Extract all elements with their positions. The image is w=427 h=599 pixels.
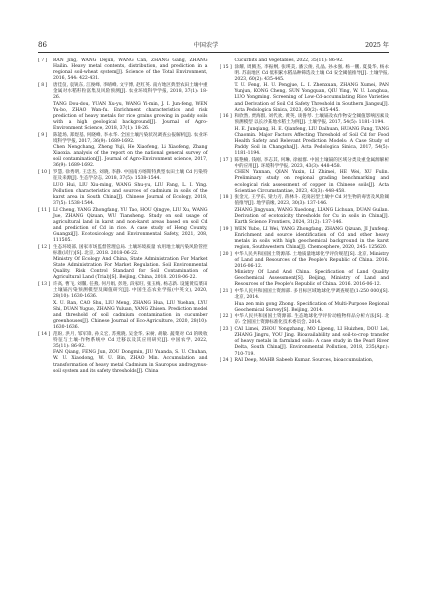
reference-text: T. U. Feng, H. U. Pengjue, L. I. Zhenxuan, ZHANG Xumei, PAN Yunjun, KONG Cheng, SUN Yongquan, QIU Ying, W. U. Longhua, LUO Yongming. Screening of Low-Cd-accumulating Rice Varieties and Derivation of Soil Cd Safety Threshold in Southern Jiangsu[J]. Acta Pedologica Sinica, 2023, 60(2): 435-445. — [234, 83, 389, 113]
left-column — [38, 58, 208, 575]
reference-text: 张金元, 王学东, 梁力刃, 蒋林斗. 花岗岩型土壤中 Cd 对生物的毒害及风险阈值推导[J]. 地学前缘, 2023, 30(3): 137-146. — [234, 195, 389, 207]
reference-number: [ 13 ] — [38, 282, 51, 288]
reference-number: [ 16 ] — [219, 114, 232, 120]
reference-entry — [220, 327, 390, 357]
reference-number: [ 23 ] — [219, 327, 232, 333]
reference-text: TANG Dou-dou, YUAN Xu-yu, WANG Yi-min, J. I. Jun-feng, WEN Yu-bo, ZHAO Wan-fu. Enrichment characteristics and risk prediction of heavy metals for rice grains growing in paddy soils with a high geological background[J]. Journal of Agro-Environment Science, 2018, 37(1): 18-26. — [53, 101, 208, 131]
reference-number: [ 9 ] — [38, 132, 48, 138]
reference-text: Chen Nengchang, Zheng Yuji, He Xiaofeng, Li Xiaofeng, Zhang Xiaoxia. analysis of the report on the national general survey of soil contamination[J]. Journal of Agro-Environment science, 2017, 36(9): 1689-1692. — [53, 145, 208, 169]
reference-number: [ 14 ] — [38, 331, 51, 337]
reference-number: [ 7 ] — [38, 58, 48, 63]
reference-text: 中华人民共和国国土资源部. 生态地球化学评价动植物样品分析方法[S]. 北京: 全国国土资源标准化技术委员会, 2014. — [234, 314, 389, 326]
reference-entry — [220, 227, 390, 251]
reference-text: RAN Jing, WANG Dejun, WANG Can, ZHANG Gang, ZHANG Hailin. Heavy metal contents, distribution, and prediction in a regional soil-wheat system[J]. Science of the Total Environment, 2016, 544: 422-431. — [53, 58, 208, 82]
reference-entry — [220, 158, 390, 195]
right-column — [220, 58, 390, 575]
reference-text: 许高, 曹飞, 刘馨, 任燕, 何月娟, 彭进, 段家旺, 张玉梅, 杨志新. 设施黄瓜菜田土壤镉污染预测模型及阈值研究[J]. 中国生态农业学报(中英文), 2020, 28(10): 1630-1636. — [53, 282, 208, 300]
reference-text: WEN Yubo, LI Wei, YANG Zhongfang, ZHANG Qizuan, JI Junfeng. Enrichment and source identification of Cd and other heavy metals in soils with high geochemical background in the karst region, Southwestern China[J]. Chemosphere, 2020, 245: 125620. — [234, 226, 389, 250]
reference-text: 中华人民共和国国土资源部. 多目标区域地球化学调查规范(1:250 000)[S]. 北京, 2014. — [234, 289, 389, 301]
reference-text: 陈能场, 郑煜基, 何晓峰, 李永华. 全国土壤污染状况调查公报解析[J]. 农业环境科学学报, 2017, 36(9): 1689-1692. — [53, 132, 208, 144]
reference-text: X. U. Ran, CAO Shu, LIU Meng, ZHANG Hua, LIU Yuehan, LYU Shi, DUAN Yuguo, ZHANG Yuluan, YANG Zhisen. Prediction model and threshold of soil cadmium contamination in cucumber greenhouses[J]. Chinese Journal of Eco-Agriculture, 2020, 28(10): 1630-1636. — [53, 300, 208, 331]
reference-entry — [38, 170, 208, 207]
reference-text: 和欣然, 贾海群, 刘代欢, 黄英, 谈鲁琴. 土壤镉及农作物安全阈值影响因素及预测模型 以长沙某地水稻土为例[J]. 土壤学报, 2017, 54(5): 1181-1194. — [234, 114, 389, 126]
reference-number: [ 18 ] — [219, 195, 232, 201]
reference-text: H. E. Junqiang, H. E. Qianfeng, LIU Daihuan, HUANG Fang, TANG Chaomin. Major Factors Affecting Threshold of Soil Cd for Food Health Safety and Relevant Prediction Models: A Case Study of Paddy Soil in Changsha[J]. Acta Pedologica Sinica, 2017, 54(5): 1181-1194. — [234, 126, 389, 157]
reference-number: [ 20 ] — [219, 251, 232, 257]
reference-number: [ 8 ] — [38, 82, 48, 88]
reference-number: [ 22 ] — [219, 314, 232, 320]
reference-entry — [38, 282, 208, 331]
reference-text: 中华人民共和国国土资源部. 土地质量地球化学评价规范[S]. 北京, Ministry of Land and Resources of the People's Republic of China. 2016. 2016-06-12. — [234, 251, 389, 269]
reference-entry — [220, 195, 390, 226]
reference-number: [ 11 ] — [38, 207, 51, 213]
reference-text: Cucurbits and Vegetables, 2022, 35(11): 86-92. — [234, 58, 344, 63]
reference-text: 生态环境部, 国家市场监督管理总局. 土壤环境质量 农用地土壤污染风险管控标准(试行)[S]. 北京, 2018. 2018-06-22. — [53, 244, 208, 256]
reference-text: RAI Deep, MAHB Sabeeb Kumar. Sources, bioaccumulation, — [234, 358, 374, 364]
reference-entry — [220, 314, 390, 326]
reference-text: LUO Hui, LIU Xiu-ming, WANG Shu-yu, LIU Fang, L. I. Ying. Pollution characteristics and sources of cadmium in soils of the karst area in South China[J]. Chinese Journal of Ecology, 2018, 37(5): 1538-1544. — [53, 182, 208, 206]
reference-columns — [38, 58, 389, 575]
reference-entry — [38, 133, 208, 170]
reference-text: 范盼, 洪月, 邹军锋, 孙义宏, 苏燕晓, 吴金华, 宋树, 胡敏. 蔬菜对 Cd 的吸收特征与土壤-作物系统中 Cd 迁移以及其应用研究[J]. 中国农学, 2022, 35(11): 86-92. — [53, 331, 208, 349]
reference-text: 涂耀, 周腾杰, 李振纲, 张瑛美, 潘云俊, 孔晶, 孙永强, 杨一鹏, 夏曼华, 杨永明. 苏南地区 Cd 低积累水稻品种筛选及土壤 Cd 安全阈值推导[J]. 土壤学报, 2023, 60(2): 435-445. — [234, 64, 389, 82]
reference-entry — [220, 358, 390, 364]
reference-entry — [220, 252, 390, 289]
reference-entry — [38, 208, 208, 245]
reference-text: 陈艳楠, 钱刚, 李志其, 何琳, 徐福群. 中国土壤镉的区域分类及重金属源解析中的应用[J]. 环境科学学报, 2023, 43(3): 448-458. — [234, 157, 389, 169]
reference-number: [ 12 ] — [38, 244, 51, 250]
reference-text: 罗慧, 徐秀明, 王忠杰, 刘晓, 李静. 中国南方喀斯特典型农田土壤 Cd 污染特征及来源[J]. 生态学杂志, 2018, 37(5): 1538-1544. — [53, 170, 208, 182]
reference-entry — [38, 332, 208, 375]
reference-number: [ 17 ] — [219, 157, 232, 163]
reference-text: ZHANG Jingyuan, WANG Xuedong, LIANG Lichuan, DUAN Guilan. Derivation of ecotoxicity thresholds for Cu in soils in China[J]. Earth Science Frontiers, 2024, 31(2): 137-146. — [234, 207, 389, 225]
reference-number: [ 19 ] — [219, 226, 232, 232]
reference-number: [ 15 ] — [219, 64, 232, 70]
reference-entry — [220, 65, 390, 114]
reference-text: Ministry Of Land And China. Specification of Land Quality Geochemical Assessment[S]. Beijing, Ministry of Land and Resources of the People's Republic of China. 2016. 2016-06-12. — [234, 270, 389, 288]
journal-name: 中国农学 — [193, 42, 219, 49]
reference-text: CAI Limei, ZHOU Yongzhang, MO Lipeng, LI Huizhen, DOU Lei, ZHANG Jingru, YOU Jing. Bioavailability and soil-to-crop transfer of heavy metals in farmland soils: A case study in the Pearl River Delta, South China[J]. Environmental Pollution, 2018, 235(Apr.): 710-719. — [234, 327, 389, 357]
reference-number: [ 10 ] — [38, 170, 51, 176]
reference-text: CHEN Yannan, QIAN Yuxin, LI Zhimei, HE Wei, XU Fulin. Preliminary study on regional grading benchmarking and ecological risk assessment of copper in Chinese soils[J]. Acta Scientiae Circumstantiae, 2023, 43(3): 448-458. — [234, 170, 389, 194]
reference-entry — [220, 289, 390, 314]
page-number: 86 — [38, 41, 47, 49]
reference-entry — [220, 58, 390, 64]
page-header — [38, 40, 389, 53]
reference-text: Hua zen min gong Zhong. Specification of Multi-Purpose Regional Geochemical Survey[S]. Beijing, 2014. — [234, 301, 389, 313]
reference-entry — [220, 114, 390, 157]
reference-text: FAN Qiang, FENG Jun, ZOU Dongmin, JIU Yuanda, S. U. Chuhan, W. U. Xiaodong, W. U. Bin, ZHAO Min. Accumulation and transformation of heavy metal Cadmium in Sauropus androgynus-soil system and its safety thresholds[J]. China — [53, 350, 208, 374]
journal-year: 2025 年 — [365, 42, 389, 49]
reference-text: 唐佳仪, 袁锐东, 江俊峰, 李晴峰, 文宇博, 赵红英. 南方地区典型农田土壤中重金属对水稻籽粒富集及风险预测[J]. 农业环境科学学报, 2018, 37(1): 18-26. — [53, 82, 208, 101]
reference-text: LI Cheng, YANG Zhongfang, YU Tao, HOU Qingye, LIU Xu, WANG Jue, ZHANG Qizuan, WU Tiansheng. Study on soil usage of agricultural land in karst and non-karst areas based on soil Cd and prediction of Cd in rice. A case study of Heng County, Guangxi[J]. Ecotoxicology and Environmental Safety, 2021, 208, 111505. — [53, 207, 208, 243]
reference-number — [220, 58, 235, 64]
reference-entry — [38, 245, 208, 282]
reference-entry — [38, 58, 208, 82]
reference-number: [ 24 ] — [219, 358, 232, 364]
reference-text: Ministry Of Ecology And China, State Administration For Market State Administration For Market Regulation. Soil Environmental Quality. Risk Control Standard for Soil Contamination of Agricultural Land (Trial)[S]. Beijing, China, 2018. 2018-06-22. — [53, 257, 208, 281]
reference-number: [ 21 ] — [219, 289, 232, 295]
reference-entry — [38, 83, 208, 132]
